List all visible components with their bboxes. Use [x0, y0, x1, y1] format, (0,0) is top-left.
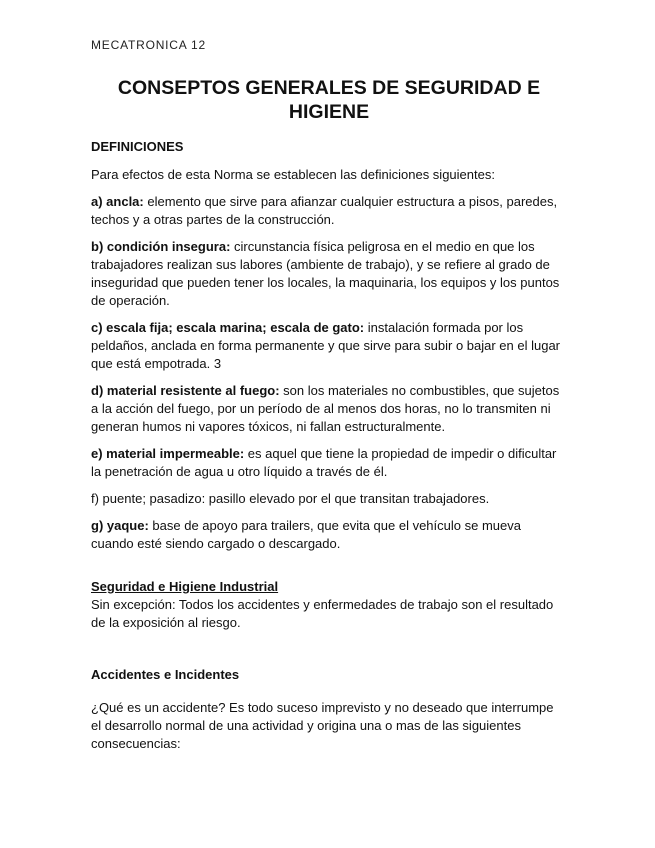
document-body	[91, 138, 567, 762]
page-header: MECATRONICA 12	[91, 38, 206, 52]
definition-term: c) escala fija; escala marina; escala de gato:	[91, 320, 365, 335]
document-title: CONSEPTOS GENERALES DE SEGURIDAD E HIGIENE	[117, 77, 541, 123]
definition-term: d) material resistente al fuego:	[91, 383, 280, 398]
definition-item	[91, 382, 567, 436]
definition-text: es aquel que tiene la propiedad de impedir o dificultar la penetración de agua u otro líquido a través de él.	[91, 446, 557, 479]
definition-term: g) yaque:	[91, 518, 149, 533]
definitions-intro: Para efectos de esta Norma se establecen las definiciones siguientes:	[91, 167, 495, 182]
definition-item	[91, 238, 567, 310]
spacer	[91, 641, 567, 666]
definitions-heading: DEFINICIONES	[91, 139, 184, 154]
definition-term: a) ancla:	[91, 194, 144, 209]
definition-item	[91, 319, 567, 373]
accidentes-text: ¿Qué es un accidente? Es todo suceso imprevisto y no deseado que interrumpe el desarrollo normal de una actividad y origina una o mas de las siguientes consecuencias:	[91, 700, 554, 751]
definition-item	[91, 490, 567, 508]
definition-item	[91, 193, 567, 229]
definition-item	[91, 445, 567, 481]
seguridad-heading-text: Seguridad e Higiene Industrial	[91, 579, 279, 594]
definition-text: circunstancia física peligrosa en el medio en que los trabajadores realizan sus labores (ambiente de trabajo), y se refiere al grado de inseguridad que pueden tener los locales, la maquinaria, los equipos y los puntos de operación.	[91, 239, 560, 308]
definition-text: elemento que sirve para afianzar cualquier estructura a pisos, paredes, techos y a otras partes de la construcción.	[91, 194, 558, 227]
definition-text: f) puente; pasadizo: pasillo elevado por el que transitan trabajadores.	[91, 491, 490, 506]
definition-item	[91, 517, 567, 553]
definition-text: base de apoyo para trailers, que evita que el vehículo se mueva cuando esté siendo cargado o descargado.	[91, 518, 521, 551]
seguridad-text: Sin excepción: Todos los accidentes y enfermedades de trabajo son el resultado de la exposición al riesgo.	[91, 597, 554, 630]
definition-text: instalación formada por los peldaños, anclada en forma permanente y que sirve para subir o bajar en el lugar que está empotrada. 3	[91, 320, 561, 371]
definition-term: e) material impermeable:	[91, 446, 245, 461]
definition-term: b) condición insegura:	[91, 239, 231, 254]
accidentes-heading: Accidentes e Incidentes	[91, 667, 240, 682]
seguridad-heading	[91, 578, 567, 596]
spacer	[91, 562, 567, 578]
definition-text: son los materiales no combustibles, que sujetos a la acción del fuego, por un período de al menos dos horas, no lo transmiten ni generan humos ni vapores tóxicos, ni fallan estructuralmente.	[91, 383, 560, 434]
